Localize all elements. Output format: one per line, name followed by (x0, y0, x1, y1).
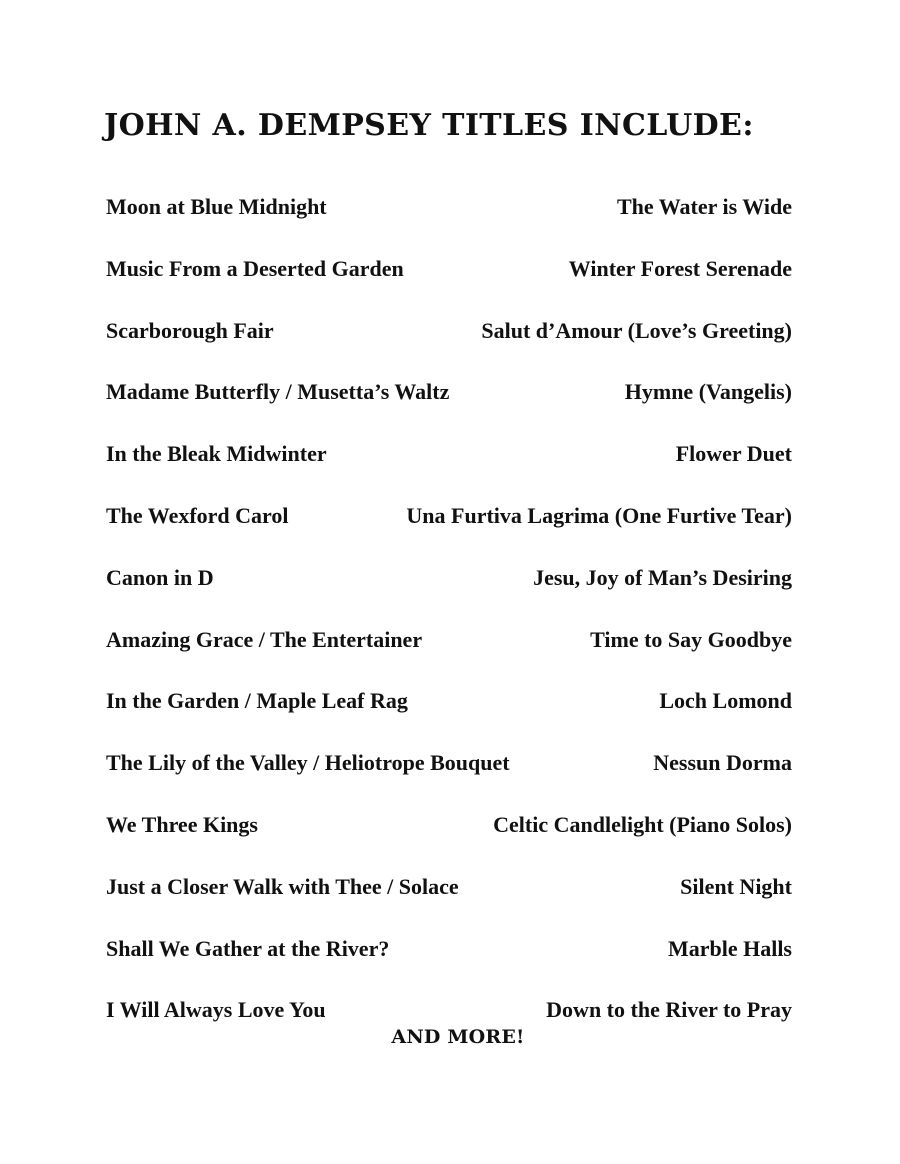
title-left: I Will Always Love You (106, 997, 326, 1023)
title-left: The Wexford Carol (106, 502, 289, 528)
title-left: Music From a Deserted Garden (106, 255, 404, 281)
title-row (106, 625, 792, 687)
title-left: Canon in D (106, 564, 214, 590)
title-row (106, 563, 792, 625)
title-right: The Water is Wide (616, 194, 792, 219)
title-right: Salut d’Amour (Love’s Greeting) (481, 317, 792, 343)
title-right: Jesu, Joy of Man’s Desiring (533, 564, 792, 590)
title-right: Silent Night (680, 873, 792, 899)
title-right: Flower Duet (675, 441, 792, 467)
title-right: Winter Forest Serenade (568, 255, 792, 281)
and-more-footer: AND MORE! (391, 1026, 525, 1048)
title-left: Shall We Gather at the River? (106, 935, 390, 961)
titles-list (106, 192, 792, 1057)
title-right: Hymne (Vangelis) (624, 379, 792, 405)
title-right: Celtic Candlelight (Piano Solos) (493, 811, 792, 837)
title-right: Marble Halls (667, 935, 792, 961)
title-row (106, 316, 792, 378)
title-right: Down to the River to Pray (546, 997, 792, 1023)
title-row (106, 872, 792, 934)
title-left: Scarborough Fair (106, 317, 274, 343)
title-row (106, 192, 792, 254)
title-row (106, 377, 792, 439)
title-row (106, 254, 792, 316)
title-right: Loch Lomond (659, 688, 792, 714)
title-left: In the Garden / Maple Leaf Rag (106, 688, 408, 714)
title-left: We Three Kings (106, 811, 258, 837)
title-row (106, 439, 792, 501)
title-left: The Lily of the Valley / Heliotrope Bouquet (106, 750, 510, 776)
title-left: In the Bleak Midwinter (106, 441, 327, 467)
title-row (106, 686, 792, 748)
title-right: Una Furtiva Lagrima (One Furtive Tear) (406, 502, 792, 528)
title-row (106, 501, 792, 563)
title-right: Time to Say Goodbye (590, 626, 792, 652)
title-left: Moon at Blue Midnight (106, 194, 327, 219)
title-left: Amazing Grace / The Entertainer (106, 626, 423, 652)
title-left: Just a Closer Walk with Thee / Solace (106, 873, 459, 899)
title-left: Madame Butterfly / Musetta’s Waltz (106, 379, 450, 405)
title-right: Nessun Dorma (653, 750, 792, 776)
page-title: JOHN A. DEMPSEY TITLES INCLUDE: (104, 108, 754, 143)
title-row (106, 810, 792, 872)
title-row (106, 934, 792, 996)
title-row (106, 748, 792, 810)
